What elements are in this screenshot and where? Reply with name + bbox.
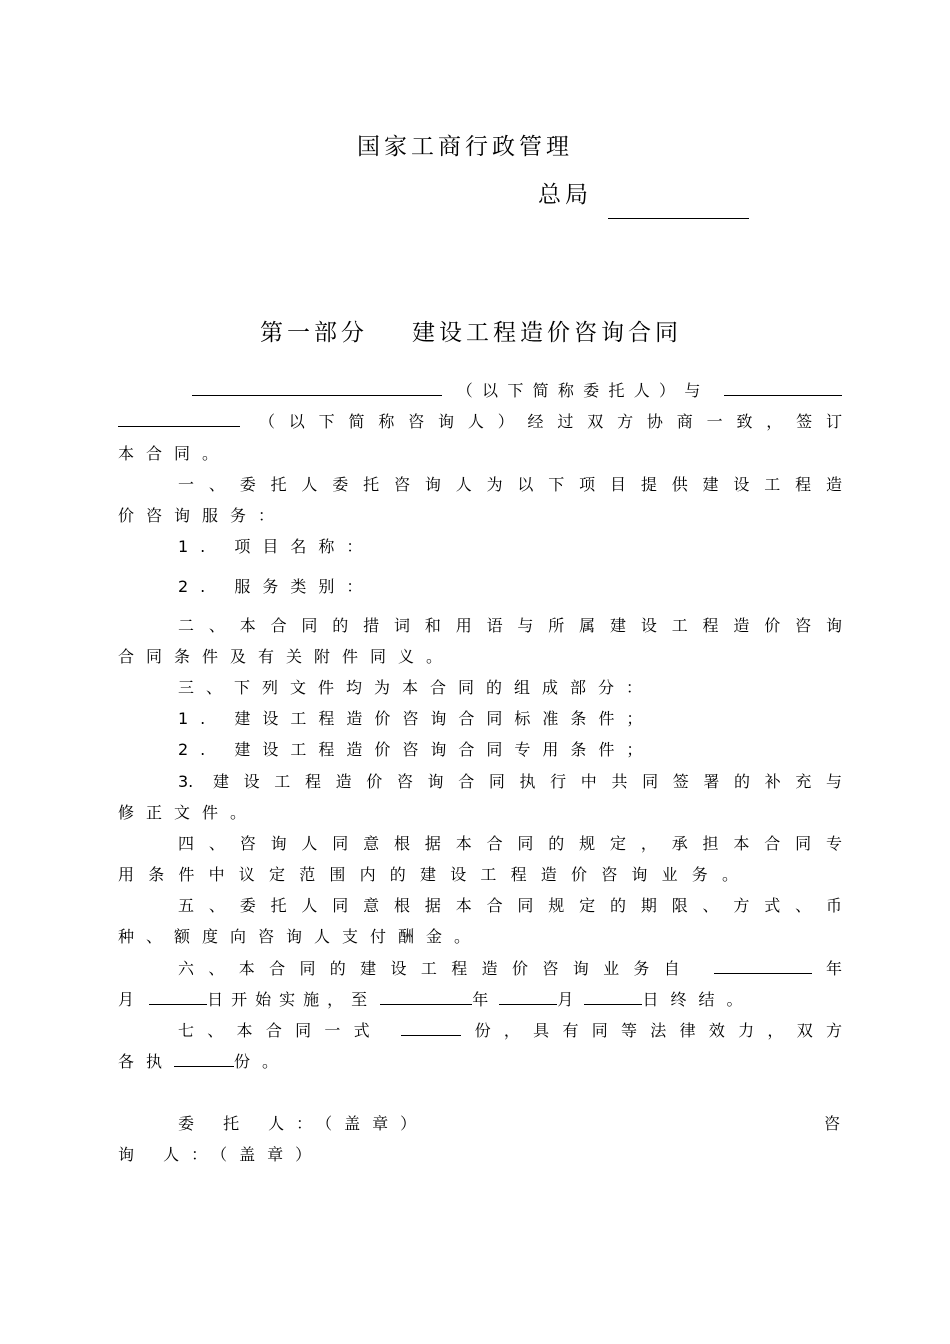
article-2-line-2: 合同条件及有关附件同义。 bbox=[118, 647, 455, 666]
part-label: 第一部分 bbox=[260, 320, 368, 346]
client-name-blank[interactable] bbox=[192, 381, 442, 396]
article-6-line-1: 六、本合同的建设工程造价咨询业务自 年 bbox=[178, 959, 842, 978]
article-4-line-1: 四、咨询人同意根据本合同的规定，承担本合同专 bbox=[178, 834, 842, 853]
article-5-line-1: 五、委托人同意根据本合同规定的期限、方式、币 bbox=[178, 896, 842, 915]
article-3-line-1: 三、下列文件均为本合同的组成部分： bbox=[178, 678, 655, 697]
consultant-name-blank-2[interactable] bbox=[118, 412, 240, 427]
copies-each-blank[interactable] bbox=[174, 1052, 234, 1067]
article-6-line-2: 月 日开始实施，至 年 月 日终结。 bbox=[118, 990, 755, 1009]
consultant-name-blank-1[interactable] bbox=[724, 381, 842, 396]
intro-line-2: （以下简称咨询人）经过双方协商一致，签订 bbox=[118, 410, 842, 434]
header-line-1: 国家工商行政管理 bbox=[357, 134, 573, 160]
end-year-blank[interactable] bbox=[380, 990, 472, 1005]
article-1-line-2: 价咨询服务： bbox=[118, 506, 287, 525]
copies-total-blank[interactable] bbox=[401, 1021, 461, 1036]
article-3-item-3-cont: 修正文件。 bbox=[118, 803, 259, 822]
consultant-signature-label: 询 人：（盖章） bbox=[118, 1145, 324, 1164]
article-3-item-1: 1. 建设工程造价咨询合同标准条件； bbox=[178, 709, 655, 728]
header-line-2: 总局 bbox=[538, 182, 592, 208]
consultant-signature-label-start: 咨 bbox=[824, 1114, 841, 1133]
article-5-line-2: 种、额度向咨询人支付酬金。 bbox=[118, 927, 483, 946]
article-1-line-1: 一、委托人委托咨询人为以下项目提供建设工程造 bbox=[178, 475, 842, 494]
client-signature-label: 委 托 人：（盖章） bbox=[178, 1114, 429, 1133]
end-month-blank[interactable] bbox=[499, 990, 557, 1005]
article-3-item-3: 3. 建设工程造价咨询合同执行中共同签署的补充与 bbox=[178, 772, 842, 791]
part-title bbox=[260, 314, 682, 347]
start-year-blank[interactable] bbox=[714, 959, 812, 974]
article-1-item-2: 2. 服务类别： bbox=[178, 577, 375, 596]
article-2-line-1: 二、本合同的措词和用语与所属建设工程造价咨询 bbox=[178, 616, 842, 635]
article-7-line-1: 七、本合同一式 份，具有同等法律效力，双方 bbox=[178, 1021, 842, 1040]
article-1-item-1: 1. 项目名称： bbox=[178, 537, 375, 556]
contract-name: 建设工程造价咨询合同 bbox=[412, 320, 682, 346]
article-4-line-2: 用条件中议定范围内的建设工程造价咨询业务。 bbox=[118, 865, 738, 884]
header-rule bbox=[608, 218, 749, 219]
start-month-blank[interactable] bbox=[149, 990, 207, 1005]
article-7-line-2: 各执 份。 bbox=[118, 1052, 291, 1071]
end-day-blank[interactable] bbox=[584, 990, 642, 1005]
intro-line-3: 本合同。 bbox=[118, 444, 231, 463]
intro-line-1: （以下简称委托人）与 bbox=[118, 379, 842, 403]
article-3-item-2: 2. 建设工程造价咨询合同专用条件； bbox=[178, 740, 655, 759]
